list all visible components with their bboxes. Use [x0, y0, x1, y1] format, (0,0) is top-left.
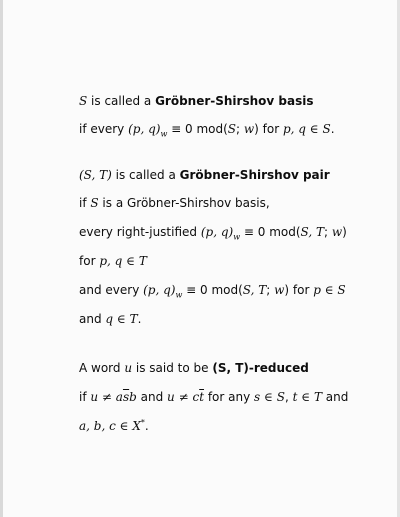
gsb-definition-line-2: if every (p, $q)_w \equiv 0$ mod(S; w) for p, q ∈ S.	[79, 122, 335, 139]
term-st-reduced: (S, T)-reduced	[212, 361, 309, 375]
gsb-definition-line-1: S is called a Gröbner-Shirshov basis	[79, 94, 314, 108]
term-grobner-shirshov-pair: Gröbner-Shirshov pair	[179, 168, 330, 182]
page-edge-left	[0, 0, 3, 517]
reduced-word-definition-line-1: A word u is said to be (S, T)-reduced	[79, 361, 309, 375]
gsp-definition-line-6: and q ∈ T.	[79, 312, 142, 326]
gsp-definition-line-2: if S is a Gröbner-Shirshov basis,	[79, 196, 270, 210]
gsp-definition-line-1: (S, T) is called a Gröbner-Shirshov pair	[79, 168, 330, 182]
reduced-word-definition-line-3: a, b, c ∈ X*.	[79, 418, 149, 433]
gsp-definition-line-5: and every (p, $q)_w \equiv 0$ mod(S, T; w) for p ∈ S	[79, 283, 346, 300]
gsp-definition-line-4: for p, q ∈ T	[79, 254, 147, 268]
gsp-definition-line-3: every right-justified (p, $q)_w \equiv 0$ mod(S, T; w)	[79, 225, 347, 242]
reduced-word-definition-line-2: if $u \ne a\overline{s}b$ and $u \ne c\overline{t}$ for any s ∈ S, t ∈ T and	[79, 390, 349, 404]
term-grobner-shirshov-basis: Gröbner-Shirshov basis	[155, 94, 314, 108]
